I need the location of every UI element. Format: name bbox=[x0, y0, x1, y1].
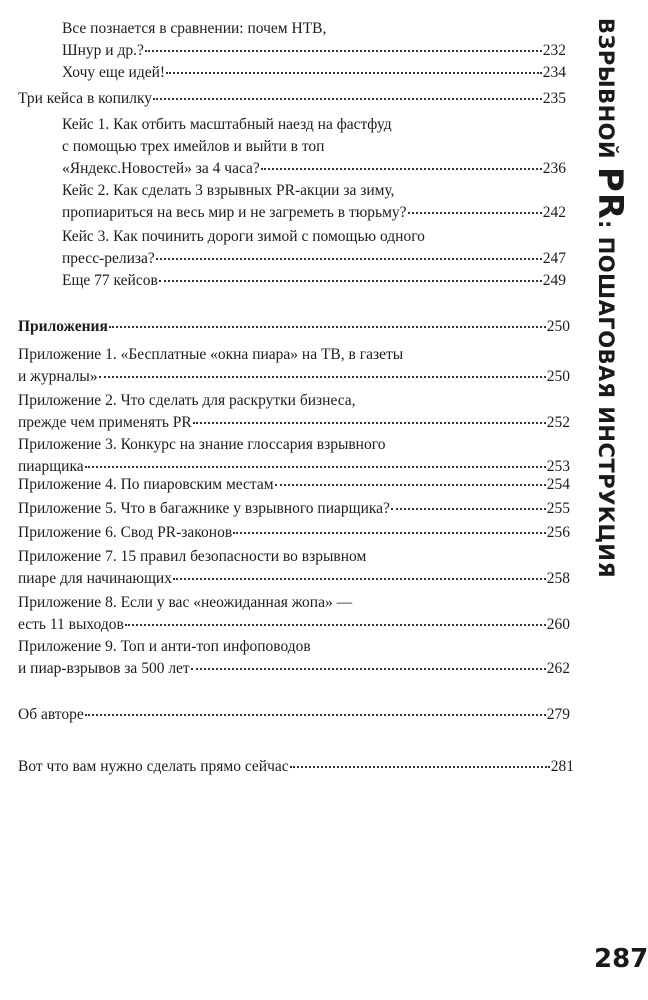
toc-page-number: 254 bbox=[546, 476, 570, 493]
toc-page-number: 232 bbox=[542, 42, 566, 59]
toc-page-number: 262 bbox=[546, 660, 570, 677]
toc-entry bbox=[62, 270, 566, 292]
toc-page-number: 250 bbox=[546, 318, 570, 335]
dot-leader bbox=[290, 766, 550, 768]
toc-entry-title: пиаре для начинающих bbox=[18, 570, 172, 587]
toc-page-number: 249 bbox=[542, 272, 566, 289]
toc-entry-title: Приложение 4. По пиаровским местам bbox=[18, 476, 274, 493]
dot-leader bbox=[391, 508, 546, 510]
toc-entry bbox=[62, 226, 566, 270]
toc-entry-line: Кейс 1. Как отбить масштабный наезд на фастфуд bbox=[62, 116, 392, 133]
dot-leader bbox=[85, 466, 546, 468]
toc-entry bbox=[18, 344, 570, 388]
toc-entry-title: Еще 77 кейсов bbox=[62, 272, 158, 289]
toc-page-number: 260 bbox=[546, 616, 570, 633]
dot-leader bbox=[261, 168, 542, 170]
toc-page-number: 281 bbox=[550, 758, 574, 775]
toc-entry bbox=[62, 114, 566, 180]
toc-entry bbox=[18, 434, 570, 478]
dot-leader bbox=[233, 532, 546, 534]
toc-entry-title: Приложение 6. Свод PR-законов bbox=[18, 524, 233, 541]
toc-entry-line: Кейс 3. Как починить дороги зимой с помощью одного bbox=[62, 228, 425, 245]
toc-entry-title: есть 11 выходов bbox=[18, 616, 124, 633]
book-title bbox=[588, 18, 628, 578]
toc-entry bbox=[18, 474, 570, 496]
toc-page-number: 236 bbox=[542, 160, 566, 177]
toc-entry-line: с помощью трех имейлов и выйти в топ bbox=[62, 138, 325, 155]
dot-leader bbox=[173, 578, 546, 580]
dot-leader bbox=[125, 624, 546, 626]
running-header-vertical bbox=[590, 18, 632, 579]
dot-leader bbox=[156, 258, 542, 260]
toc-entry bbox=[18, 522, 570, 544]
toc-page-number: 252 bbox=[546, 414, 570, 431]
dot-leader bbox=[85, 714, 546, 716]
dot-leader bbox=[145, 50, 542, 52]
toc-page-number: 250 bbox=[546, 368, 570, 385]
toc-entry-title: «Яндекс.Новостей» за 4 часа? bbox=[62, 160, 260, 177]
toc-entry bbox=[18, 756, 574, 778]
toc-entry-line: Приложение 9. Топ и анти-топ инфоповодов bbox=[18, 638, 311, 655]
toc-entry bbox=[18, 390, 570, 434]
toc-entry-title: Шнур и др.? bbox=[62, 42, 144, 59]
toc-entry-title: прежде чем применять PR bbox=[18, 414, 192, 431]
toc-page-number: 235 bbox=[542, 90, 566, 107]
toc-entry bbox=[18, 636, 570, 680]
toc-entry-title: и пиар-взрывов за 500 лет bbox=[18, 660, 190, 677]
toc-entry bbox=[62, 18, 566, 62]
toc-entry-title: Хочу еще идей! bbox=[62, 64, 166, 81]
toc-entry-line: Все познается в сравнении: почем НТВ, bbox=[62, 20, 327, 37]
dot-leader bbox=[109, 326, 546, 328]
toc-page-number: 247 bbox=[542, 250, 566, 267]
dot-leader bbox=[99, 376, 546, 378]
toc-page-number: 255 bbox=[546, 500, 570, 517]
toc-section-title: Приложения bbox=[18, 318, 108, 335]
dot-leader bbox=[159, 280, 542, 282]
toc-page-number: 242 bbox=[542, 204, 566, 221]
dot-leader bbox=[166, 72, 542, 74]
toc-page-number: 253 bbox=[546, 458, 570, 475]
dot-leader bbox=[191, 668, 546, 670]
toc-entry-line: Приложение 2. Что сделать для раскрутки бизнеса, bbox=[18, 392, 356, 409]
page-number: 287 bbox=[594, 944, 648, 974]
toc-entry bbox=[18, 704, 570, 726]
toc-entry-title: Об авторе bbox=[18, 706, 84, 723]
toc-entry-line: Приложение 1. «Бесплатные «окна пиара» на ТВ, в газеты bbox=[18, 346, 404, 363]
toc-entry-line: Кейс 2. Как сделать 3 взрывных PR-акции за зиму, bbox=[62, 182, 395, 199]
toc-entry-line: Приложение 3. Конкурс на знание глоссария взрывного bbox=[18, 436, 386, 453]
toc-entry bbox=[18, 592, 570, 636]
dot-leader bbox=[408, 212, 542, 214]
toc-page-number: 256 bbox=[546, 524, 570, 541]
toc-entry-title: Три кейса в копилку bbox=[18, 90, 153, 107]
toc-entry bbox=[62, 180, 566, 224]
toc-entry-title: Вот что вам нужно сделать прямо сейчас bbox=[18, 758, 289, 775]
toc-entry bbox=[62, 62, 566, 84]
toc-entry-title: пиарщика bbox=[18, 458, 84, 475]
toc-entry bbox=[18, 546, 570, 590]
toc-entry-title: пресс-релиза? bbox=[62, 250, 155, 267]
toc-entry-title: пропиариться на весь мир и не загреметь в тюрьму? bbox=[62, 204, 407, 221]
toc-entry-line: Приложение 7. 15 правил безопасности во взрывном bbox=[18, 548, 367, 565]
book-title-pr: PR bbox=[590, 166, 630, 221]
toc-entry-line: Приложение 8. Если у вас «неожиданная жопа» — bbox=[18, 594, 353, 611]
toc-entry-title: и журналы» bbox=[18, 368, 98, 385]
dot-leader bbox=[153, 98, 542, 100]
toc-page-number: 279 bbox=[546, 706, 570, 723]
toc-entry-title: Приложение 5. Что в багажнике у взрывного пиарщика? bbox=[18, 500, 390, 517]
toc-page-number: 258 bbox=[546, 570, 570, 587]
book-title-part: : ПОШАГОВАЯ ИНСТРУКЦИЯ bbox=[594, 220, 618, 579]
toc-entry bbox=[18, 316, 570, 338]
toc-entry bbox=[18, 498, 570, 520]
book-title-part: ВЗРЫВНОЙ bbox=[594, 18, 618, 167]
toc-page-number: 234 bbox=[542, 64, 566, 81]
toc-entry bbox=[18, 88, 566, 110]
dot-leader bbox=[193, 422, 546, 424]
dot-leader bbox=[275, 484, 546, 486]
